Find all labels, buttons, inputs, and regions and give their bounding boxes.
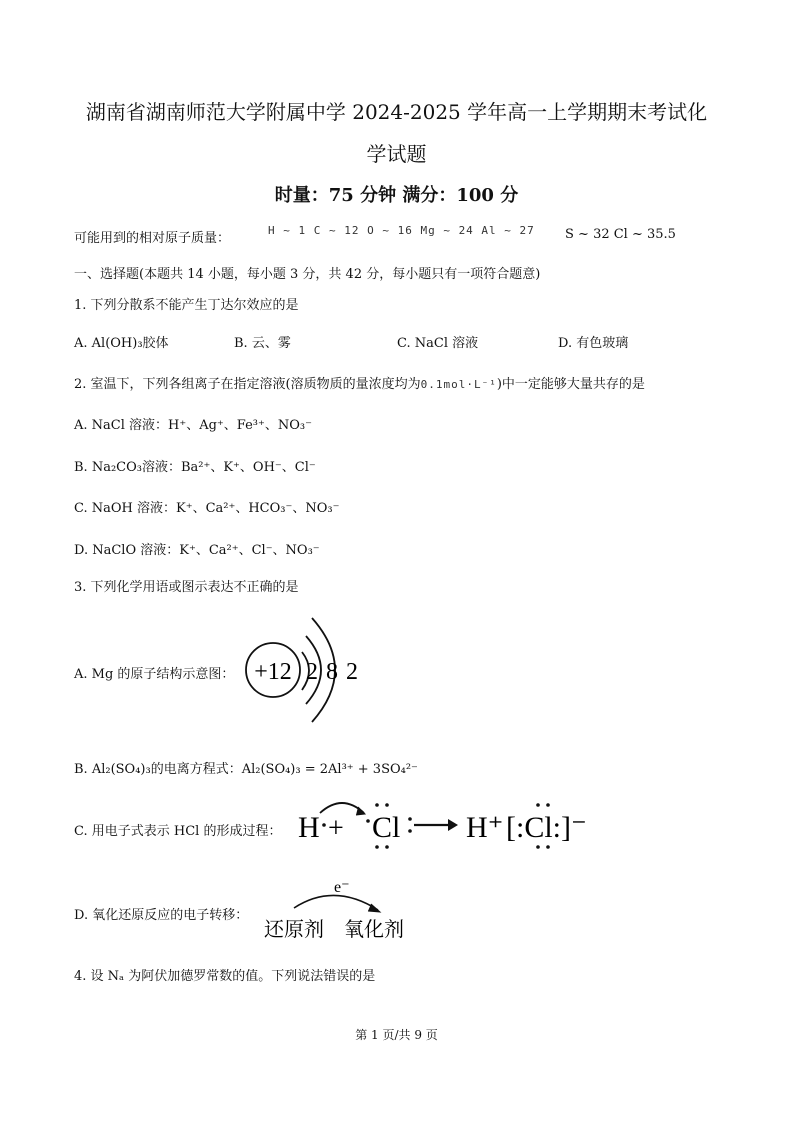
q1-stem: 1. 下列分散系不能产生丁达尔效应的是 <box>74 298 299 313</box>
q2-option-d: D. NaClO 溶液：K⁺、Ca²⁺、Cl⁻、NO₃⁻ <box>74 543 320 558</box>
document-title-line2: 学试题 <box>366 142 427 166</box>
shell-electrons-2: 8 <box>326 659 338 685</box>
q2-stem-a: 2. 室温下，下列各组离子在指定溶液(溶质物质的量浓度均为 <box>74 377 421 392</box>
oxidant-label: 氧化剂 <box>344 917 404 941</box>
cl-dot <box>408 817 412 821</box>
cl-ion-dot <box>536 845 540 849</box>
reaction-arrow-head <box>448 819 458 831</box>
q1-option-b: B. 云、雾 <box>234 336 291 351</box>
h-electron-dot <box>322 823 326 827</box>
cl-ion-dot <box>546 803 550 807</box>
q1-option-c: C. NaCl 溶液 <box>397 336 479 351</box>
q4-stem: 4. 设 Nₐ 为阿伏加德罗常数的值。下列说法错误的是 <box>74 969 376 984</box>
atomic-mass-values-2: S ~ 32 Cl ~ 35.5 <box>565 227 676 242</box>
transfer-arc <box>294 895 378 910</box>
q2-concentration: 0.1mol·L⁻¹ <box>420 378 497 391</box>
q2-stem-b: )中一定能够大量共存的是 <box>496 377 645 392</box>
atomic-mass-label: 可能用到的相对原子质量： <box>74 231 231 246</box>
reductant-label: 还原剂 <box>264 917 324 941</box>
q3-option-c-label: C. 用电子式表示 HCl 的形成过程： <box>74 824 282 839</box>
shell-electrons-1: 2 <box>306 659 318 685</box>
electron-label: e⁻ <box>334 879 350 896</box>
q1-option-d: D. 有色玻璃 <box>558 336 629 351</box>
q2-option-a: A. NaCl 溶液：H⁺、Ag⁺、Fe³⁺、NO₃⁻ <box>74 418 312 433</box>
atomic-mass-values: H ~ 1 C ~ 12 O ~ 16 Mg ~ 24 Al ~ 27 <box>268 224 535 237</box>
hydrogen-symbol: H <box>298 811 320 844</box>
q1-option-a: A. Al(OH)₃胶体 <box>74 336 169 351</box>
chloride-ion: [:Cl:]⁻ <box>506 811 587 844</box>
cl-ion-dot <box>546 845 550 849</box>
cl-dot <box>385 845 389 849</box>
plus-sign: + <box>328 813 344 844</box>
hydrogen-ion: H⁺ <box>466 811 504 844</box>
cl-dot <box>385 803 389 807</box>
q3-option-d-label: D. 氧化还原反应的电子转移： <box>74 908 249 923</box>
chlorine-symbol: Cl <box>372 811 401 844</box>
cl-dot <box>375 803 379 807</box>
q3-option-a-label: A. Mg 的原子结构示意图： <box>74 667 235 682</box>
q2-option-c: C. NaOH 溶液：K⁺、Ca²⁺、HCO₃⁻、NO₃⁻ <box>74 501 340 516</box>
section-heading: 一、选择题(本题共 14 小题，每小题 3 分，共 42 分，每小题只有一项符合题意) <box>74 267 541 282</box>
q3-option-b: B. Al₂(SO₄)₃的电离方程式：Al₂(SO₄)₃ = 2Al³⁺ + 3SO₄²⁻ <box>74 762 418 777</box>
electron-transfer-diagram <box>258 874 418 944</box>
cl-dot <box>408 829 412 833</box>
q3-stem: 3. 下列化学用语或图示表达不正确的是 <box>74 580 299 595</box>
hcl-electron-dot-diagram <box>290 795 600 855</box>
exam-meta: 时量：75 分钟 满分：100 分 <box>274 185 519 206</box>
shell-electrons-3: 2 <box>346 659 358 685</box>
nucleus-charge: +12 <box>254 659 292 685</box>
page-footer: 第 1 页/共 9 页 <box>355 1028 438 1042</box>
q2-option-b: B. Na₂CO₃溶液：Ba²⁺、K⁺、OH⁻、Cl⁻ <box>74 460 316 475</box>
mg-atom-diagram <box>240 610 370 730</box>
cl-ion-dot <box>536 803 540 807</box>
q2-stem <box>74 373 645 392</box>
cl-dot <box>375 845 379 849</box>
document-title-line1: 湖南省湖南师范大学附属中学 2024-2025 学年高一上学期期末考试化 <box>85 100 708 124</box>
cl-dot <box>366 819 370 823</box>
